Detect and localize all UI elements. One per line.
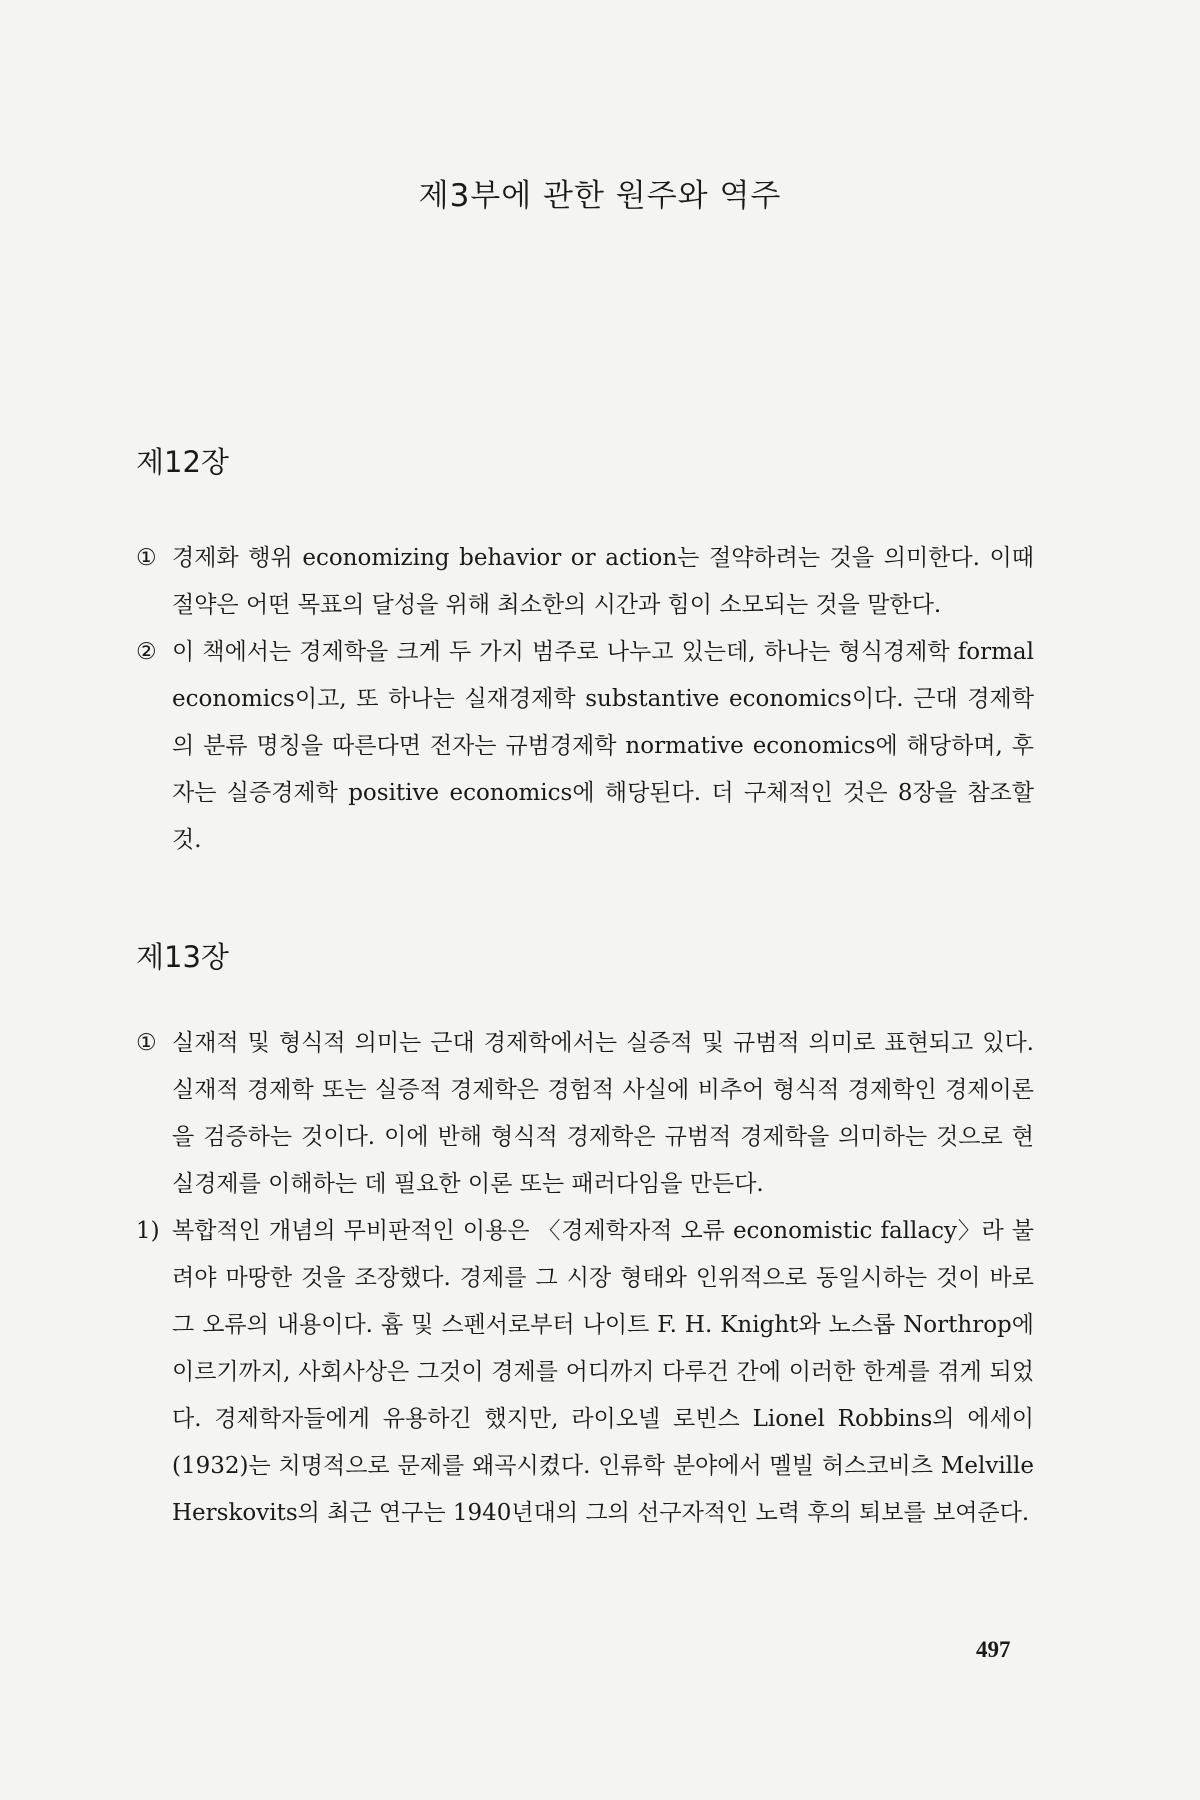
note-marker: ② (136, 639, 157, 665)
chapter-13-heading: 제13장 (136, 940, 229, 974)
note-marker: 1) (136, 1218, 160, 1244)
chapter-12-heading: 제12장 (136, 445, 229, 479)
note-13-1 (136, 1020, 1034, 1208)
note-marker: ① (136, 545, 157, 571)
note-12-1 (136, 535, 1034, 629)
chapter-13-notes (136, 1020, 1034, 1537)
page-number: 497 (976, 1637, 1011, 1662)
part-title: 제3부에 관한 원주와 역주 (418, 178, 782, 214)
chapter-12-notes (136, 535, 1034, 864)
note-text: 복합적인 개념의 무비판적인 이용은 〈경제학자적 오류 economistic fallacy〉라 불려야 마땅한 것을 조장했다. 경제를 그 시장 형태와 인위적으로 동일시하는 것이 바로 그 오류의 내용이다. 흄 및 스펜서로부터 나이트 F. H. Knight와 노스롭 Northrop에 이르기까지, 사회사상은 그것이 경제를 어디까지 다루건 간에 이러한 한계를 겪게 되었다. 경제학자들에게 유용하긴 했지만, 라이오넬 로빈스 Lionel Robbins의 에세이(1932)는 치명적으로 문제를 왜곡시켰다. 인류학 분야에서 멜빌 허스코비츠 Melville Herskovits의 최근 연구는 1940년대의 그의 선구자적인 노력 후의 퇴보를 보여준다. (172, 1218, 1034, 1526)
note-13-footnote-1 (136, 1208, 1034, 1537)
note-text: 실재적 및 형식적 의미는 근대 경제학에서는 실증적 및 규범적 의미로 표현되고 있다. 실재적 경제학 또는 실증적 경제학은 경험적 사실에 비추어 형식적 경제학인 경제이론을 검증하는 것이다. 이에 반해 형식적 경제학은 규범적 경제학을 의미하는 것으로 현실경제를 이해하는 데 필요한 이론 또는 패러다임을 만든다. (172, 1030, 1034, 1197)
note-marker: ① (136, 1030, 157, 1056)
note-text: 경제화 행위 economizing behavior or action는 절약하려는 것을 의미한다. 이때 절약은 어떤 목표의 달성을 위해 최소한의 시간과 힘이 소모되는 것을 말한다. (172, 545, 1034, 618)
note-12-2 (136, 629, 1034, 864)
note-text: 이 책에서는 경제학을 크게 두 가지 범주로 나누고 있는데, 하나는 형식경제학 formal economics이고, 또 하나는 실재경제학 substantive economics이다. 근대 경제학의 분류 명칭을 따른다면 전자는 규범경제학 normative economics에 해당하며, 후자는 실증경제학 positive economics에 해당된다. 더 구체적인 것은 8장을 참조할 것. (172, 639, 1034, 853)
